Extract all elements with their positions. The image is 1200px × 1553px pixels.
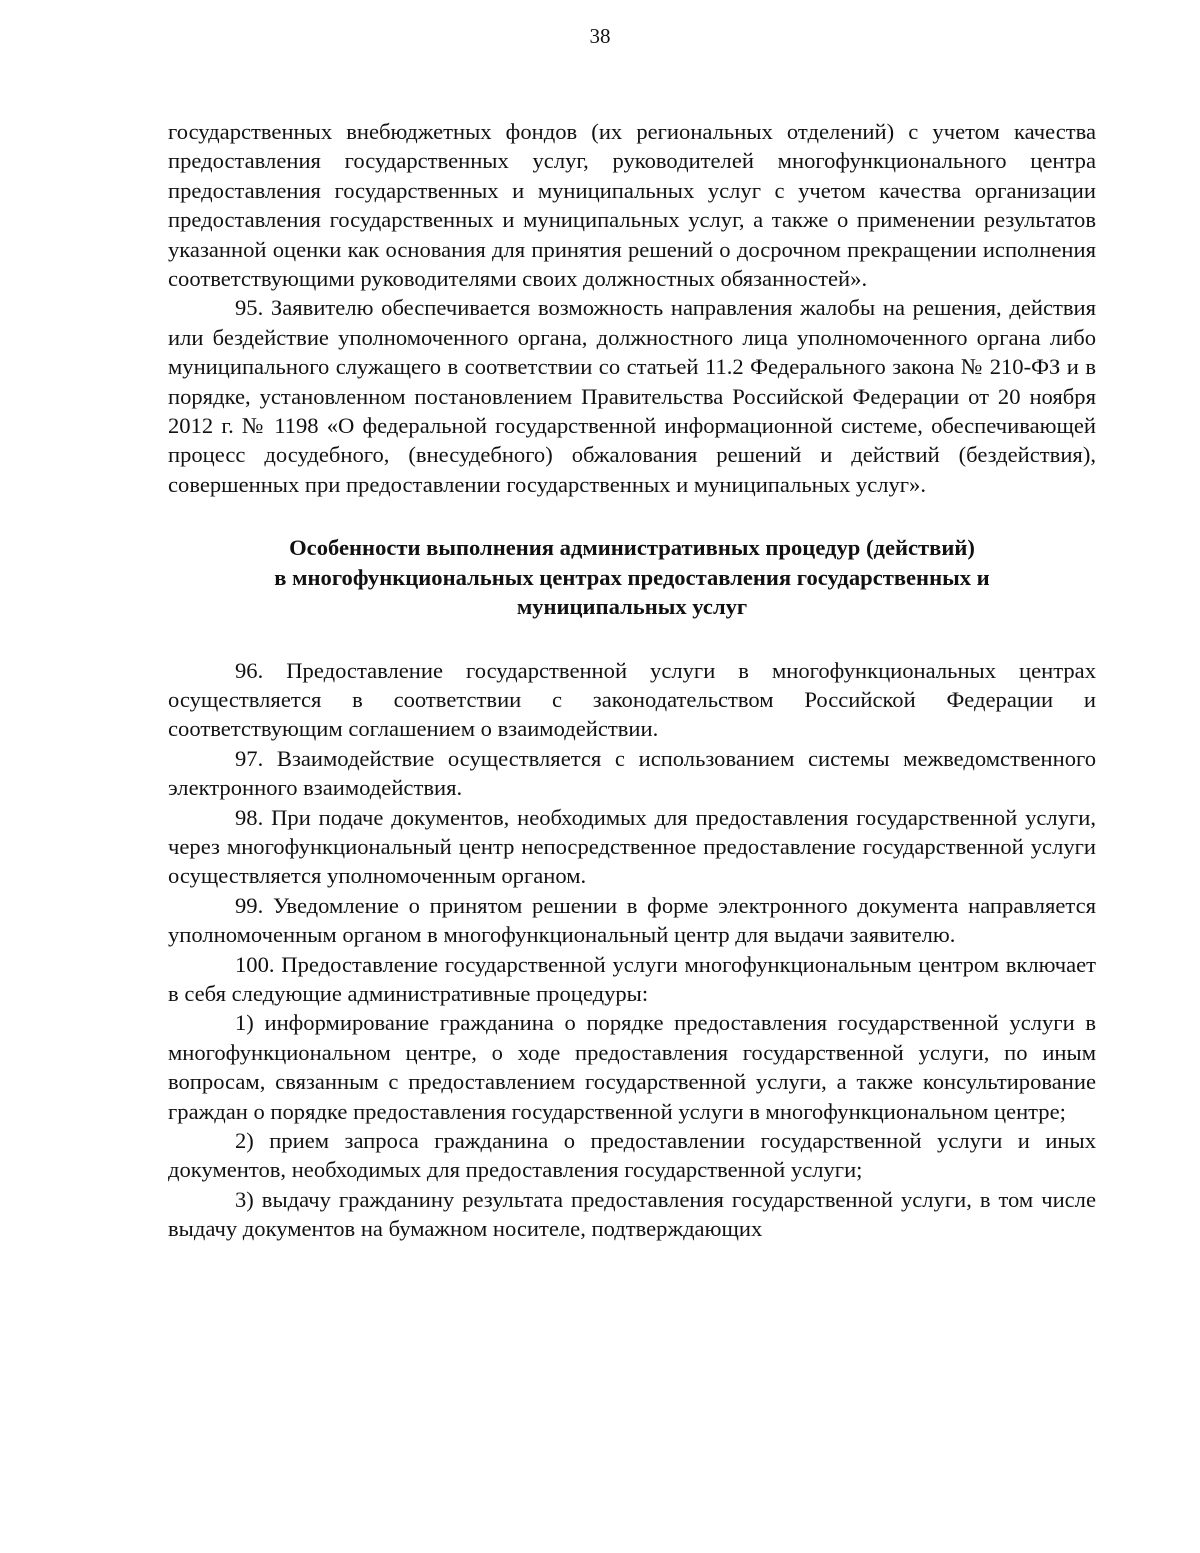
paragraph-98: 98. При подаче документов, необходимых для предоставления государственной услуги, через многофункциональный центр непосредственное предоставление государственной услуги осуществляется уполномоченным органом. <box>168 804 1096 889</box>
list-item-1: 1) информирование гражданина о порядке предоставления государственной услуги в многофункциональном центре, о ходе предоставления государственной услуги, по иным вопросам, связанным с предоставлением государственной услуги, а также консультирование граждан о порядке предоставления государственной услуги в многофункциональном центре; <box>168 1010 1096 1124</box>
list-item-2: 2) прием запроса гражданина о предоставлении государственной услуги и иных документов, необходимых для предоставления государственной услуги; <box>168 1128 1096 1183</box>
document-body <box>168 117 1096 1244</box>
paragraph-97: 97. Взаимодействие осуществляется с использованием системы межведомственного электронного взаимодействия. <box>168 745 1096 801</box>
paragraph-96: 96. Предоставление государственной услуги в многофункциональных центрах осуществляется в соответствии с законодательством Российской Федерации и соответствующим соглашением о взаимодействии. <box>168 657 1096 742</box>
list-item-3: 3) выдачу гражданину результата предоставления государственной услуги, в том числе выдачу документов на бумажном носителе, подтверждающих <box>168 1186 1096 1242</box>
section-heading-line-1: Особенности выполнения административных процедур (действий) <box>289 535 975 561</box>
paragraph-95: 95. Заявителю обеспечивается возможность направления жалобы на решения, действия или бездействие уполномоченного органа, должностного лица уполномоченного органа либо муниципального служащего в соответствии со статьей 11.2 Федерального закона № 210-ФЗ и в порядке, установленном постановлением Правительства Российской Федерации от 20 ноября 2012 г. № 1198 «О федеральной государственной информационной системе, обеспечивающей процесс досудебного, (внесудебного) обжалования решений и действий (бездействия), совершенных при предоставлении государственных и муниципальных услуг». <box>168 295 1096 497</box>
paragraph-100: 100. Предоставление государственной услуги многофункциональным центром включает в себя следующие административные процедуры: <box>168 951 1096 1006</box>
section-heading <box>168 533 1096 621</box>
section-heading-line-3: муниципальных услуг <box>516 594 748 620</box>
section-heading-line-2: в многофункциональных центрах предоставления государственных и <box>274 564 990 590</box>
paragraph-99: 99. Уведомление о принятом решении в форме электронного документа направляется уполномоченным органом в многофункциональный центр для выдачи заявителю. <box>168 892 1096 948</box>
page-number: 38 <box>589 24 611 48</box>
paragraph-continuation: государственных внебюджетных фондов (их региональных отделений) с учетом качества предоставления государственных услуг, руководителей многофункционального центра предоставления государственных и муниципальных услуг с учетом качества организации предоставления государственных и муниципальных услуг, а также о применении результатов указанной оценки как основания для принятия решений о досрочном прекращении исполнения соответствующими руководителями своих должностных обязанностей». <box>168 119 1096 292</box>
